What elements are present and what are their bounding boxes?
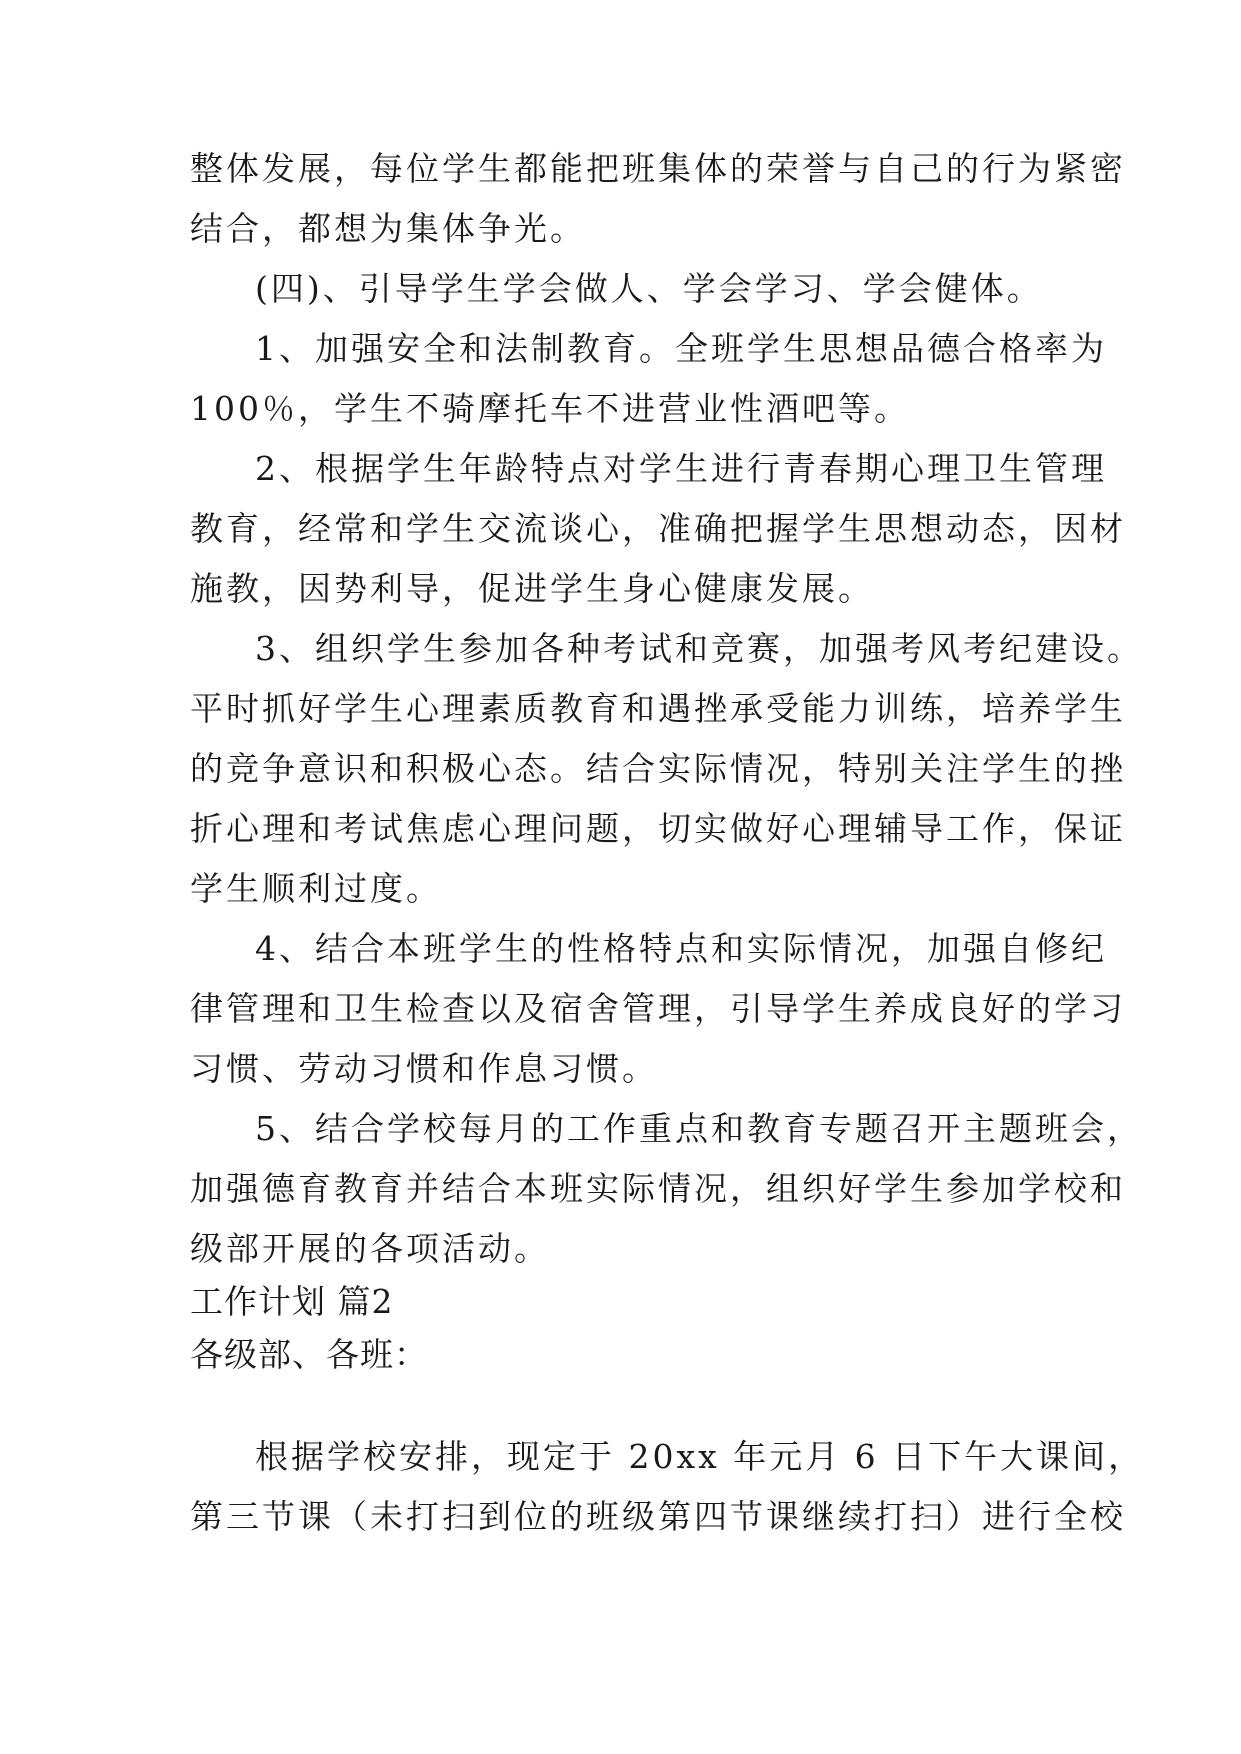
body-text-line: 学生顺利过度。: [190, 869, 442, 908]
body-text-line: 整体发展，每位学生都能把班集体的荣誉与自己的行为紧密: [190, 149, 1126, 188]
body-text-line: 律管理和卫生检查以及宿舍管理，引导学生养成良好的学习: [190, 989, 1126, 1028]
section-title: 工作计划 篇2: [190, 1282, 394, 1321]
body-text-line: 平时抓好学生心理素质教育和遇挫承受能力训练，培养学生: [190, 689, 1126, 728]
body-text-line: 结合，都想为集体争光。: [190, 209, 586, 248]
list-item-text: 5、结合学校每月的工作重点和教育专题召开主题班会，: [255, 1109, 1143, 1148]
body-text-line: 根据学校安排，现定于 20xx 年元月 6 日下午大课间，: [255, 1437, 1145, 1476]
list-item-text: 2、根据学生年龄特点对学生进行青春期心理卫生管理: [255, 449, 1107, 488]
list-item-text: 3、组织学生参加各种考试和竞赛，加强考风考纪建设。: [255, 629, 1143, 668]
list-item-text: 4、结合本班学生的性格特点和实际情况，加强自修纪: [255, 929, 1107, 968]
list-item-text: 1、加强安全和法制教育。全班学生思想品德合格率为: [255, 329, 1107, 368]
body-text-line: 教育，经常和学生交流谈心，准确把握学生思想动态，因材: [190, 509, 1126, 548]
body-text-line: 施教，因势利导，促进学生身心健康发展。: [190, 569, 874, 608]
body-text-line: 的竞争意识和积极心态。结合实际情况，特别关注学生的挫: [190, 749, 1126, 788]
body-text-line: 折心理和考试焦虑心理问题，切实做好心理辅导工作，保证: [190, 809, 1126, 848]
section-heading: (四)、引导学生学会做人、学会学习、学会健体。: [255, 269, 1043, 308]
body-text-line: 第三节课（未打扫到位的班级第四节课继续打扫）进行全校: [190, 1497, 1126, 1536]
body-text-line: 加强德育教育并结合本班实际情况，组织好学生参加学校和: [190, 1169, 1126, 1208]
body-text-line: 习惯、劳动习惯和作息习惯。: [190, 1049, 658, 1088]
salutation: 各级部、各班：: [190, 1335, 428, 1374]
body-text-line: 级部开展的各项活动。: [190, 1229, 550, 1268]
body-text-line: 100％，学生不骑摩托车不进营业性酒吧等。: [190, 389, 910, 428]
